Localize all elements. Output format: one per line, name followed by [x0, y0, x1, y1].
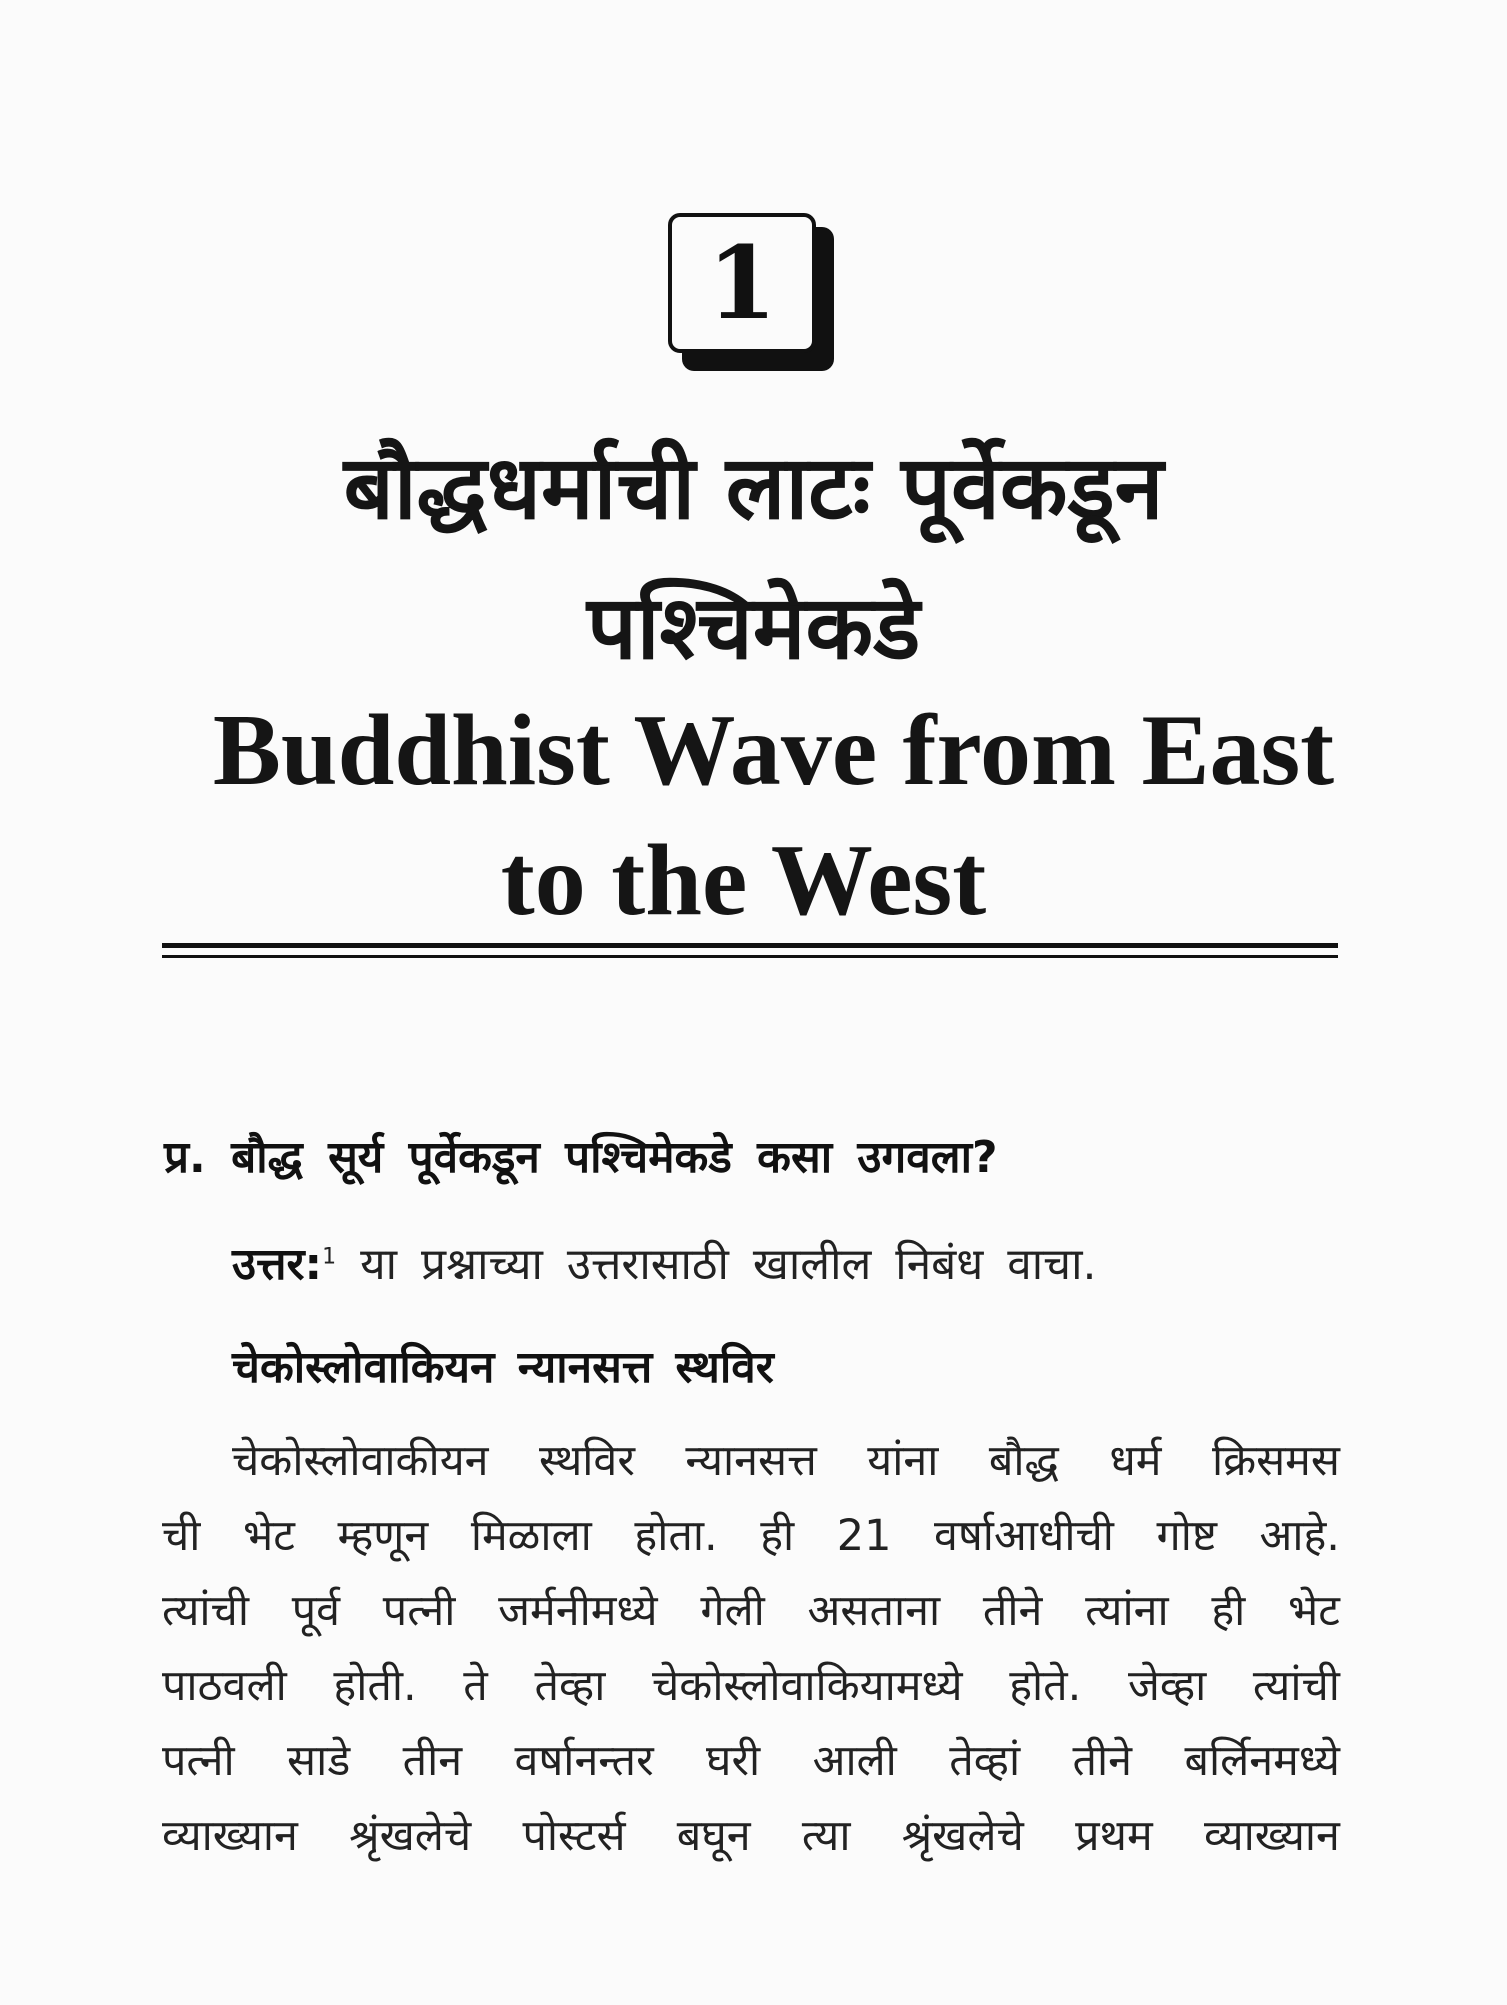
word: जर्मनीमध्ये: [498, 1586, 658, 1636]
title-divider-thin: [162, 955, 1338, 958]
word: तीने: [1072, 1736, 1133, 1786]
section-subheading: चेकोस्लोवाकियन न्यानसत्त स्थविर: [232, 1342, 774, 1393]
title-divider-thick: [162, 943, 1338, 948]
word: गेली: [700, 1586, 765, 1636]
word: पत्नी: [162, 1736, 235, 1786]
word: श्रृंखलेचे: [349, 1811, 472, 1861]
word: ची: [162, 1511, 201, 1561]
word: वर्षानन्तर: [514, 1736, 654, 1786]
answer-line: [232, 1232, 1096, 1292]
word: होती.: [333, 1661, 417, 1711]
word: पोस्टर्स: [522, 1811, 626, 1861]
paragraph-line: [232, 1436, 1340, 1486]
word: आहे.: [1259, 1511, 1340, 1561]
word: भेट: [243, 1511, 295, 1561]
word: होते.: [1009, 1661, 1082, 1711]
word: मिळाला: [470, 1511, 592, 1561]
word: चेकोस्लोवाकीयन: [232, 1436, 489, 1486]
word: यांना: [867, 1436, 939, 1486]
word: वर्षाआधीची: [934, 1511, 1114, 1561]
word: ते: [463, 1661, 488, 1711]
chapter-number: 1: [668, 213, 816, 353]
word: त्यांना: [1085, 1586, 1169, 1636]
chapter-title-marathi-line1: बौद्धधर्माची लाटः पूर्वेकडून: [343, 436, 1164, 539]
word: घरी: [706, 1736, 761, 1786]
word: तेव्हा: [534, 1661, 606, 1711]
footnote-marker: 1: [322, 1244, 337, 1270]
word: पूर्व: [291, 1586, 341, 1636]
word: चेकोस्लोवाकियामध्ये: [651, 1661, 963, 1711]
word: असताना: [807, 1586, 941, 1636]
word: पाठवली: [162, 1661, 287, 1711]
word: प्रथम: [1075, 1811, 1153, 1861]
word: क्रिसमस: [1211, 1436, 1340, 1486]
answer-label: उत्तर:: [232, 1239, 323, 1290]
word: बर्लिनमध्ये: [1184, 1736, 1340, 1786]
answer-text: या प्रश्नाच्या उत्तरासाठी खालील निबंध वाचा.: [360, 1239, 1097, 1290]
word: भेट: [1288, 1586, 1340, 1636]
word: ही: [760, 1511, 795, 1561]
word: म्हणून: [337, 1511, 429, 1561]
word: त्यांची: [162, 1586, 249, 1636]
word: बौद्ध: [988, 1436, 1059, 1486]
word: साडे: [287, 1736, 351, 1786]
word: स्थविर: [538, 1436, 635, 1486]
word: तीन: [402, 1736, 463, 1786]
paragraph-line: [162, 1511, 1340, 1561]
word: न्यानसत्त: [685, 1436, 817, 1486]
word: त्यांची: [1252, 1661, 1340, 1711]
word: बघून: [676, 1811, 751, 1861]
word: त्या: [801, 1811, 851, 1861]
question-heading: प्र. बौद्ध सूर्य पूर्वेकडून पश्चिमेकडे कसा उगवला?: [164, 1132, 998, 1183]
paragraph-line: [162, 1661, 1340, 1711]
word: आली: [812, 1736, 897, 1786]
chapter-title-english-line1: Buddhist Wave from East: [212, 694, 1335, 807]
word: तीने: [982, 1586, 1043, 1636]
word: श्रृंखलेचे: [901, 1811, 1024, 1861]
paragraph-line: [162, 1736, 1340, 1786]
chapter-title-marathi-line2: पश्चिमेकडे: [586, 576, 921, 679]
word: व्याख्यान: [162, 1811, 298, 1861]
chapter-title-english-line2: to the West: [500, 824, 987, 937]
word: होता.: [634, 1511, 718, 1561]
word: गोष्ट: [1156, 1511, 1217, 1561]
paragraph-line: [162, 1811, 1340, 1861]
word: ही: [1211, 1586, 1246, 1636]
word: व्याख्यान: [1204, 1811, 1340, 1861]
chapter-number-box: [668, 213, 838, 373]
word: जेव्हा: [1127, 1661, 1207, 1711]
paragraph-line: [162, 1586, 1340, 1636]
word: धर्म: [1109, 1436, 1162, 1486]
word: तेव्हां: [949, 1736, 1021, 1786]
word: 21: [836, 1511, 892, 1561]
word: पत्नी: [382, 1586, 456, 1636]
